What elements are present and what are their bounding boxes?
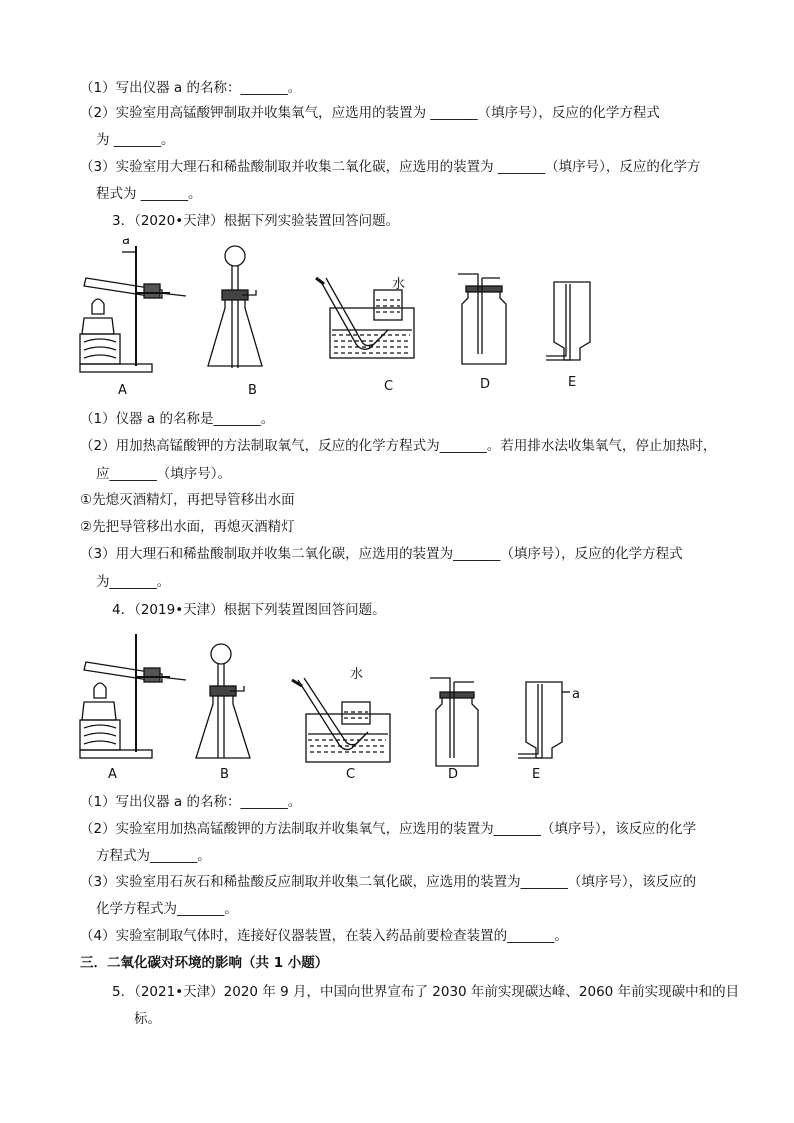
q3-label-water: 水 [392, 277, 406, 292]
q4-title: 4．（2019•天津）根据下列装置图回答问题。 [112, 602, 386, 618]
q4-part3-cont: 化学方程式为_______。 [96, 901, 238, 917]
q3-option1: ①先熄灭酒精灯，再把导管移出水面 [80, 492, 295, 508]
q4-part1: （1）写出仪器 a 的名称：_______。 [80, 794, 302, 810]
q2-part1: （1）写出仪器 a 的名称：_______。 [80, 80, 302, 96]
q4-label-a: a [572, 687, 580, 702]
q2-part3: （3）实验室用大理石和稀盐酸制取并收集二氧化碳，应选用的装置为 _______（填序号），反应的化学方 [80, 159, 701, 175]
q3-title: 3．（2020•天津）根据下列实验装置回答问题。 [112, 213, 400, 229]
section-heading: 三．二氧化碳对环境的影响（共 1 小题） [80, 955, 329, 971]
q2-part2: （2）实验室用高锰酸钾制取并收集氧气，应选用的装置为 _______（填序号），反应的化学方程式 [80, 105, 660, 121]
q3-label-a: a [122, 238, 130, 248]
q2-part3-cont: 程式为 _______。 [96, 186, 202, 202]
q3-option2: ②先把导管移出水面，再熄灭酒精灯 [80, 519, 295, 535]
q3-label-D: D [480, 377, 491, 392]
q4-part2-cont: 方程式为_______。 [96, 848, 211, 864]
q3-label-C: C [384, 379, 394, 394]
q4-label-B: B [220, 767, 229, 782]
q4-part3: （3）实验室用石灰石和稀盐酸反应制取并收集二氧化碳，应选用的装置为_______（填序号），该反应的 [80, 874, 697, 890]
q3-label-B: B [248, 383, 257, 398]
q3-apparatus-figure [70, 238, 630, 398]
q3-part3: （3）用大理石和稀盐酸制取并收集二氧化碳，应选用的装置为_______（填序号），反应的化学方程式 [80, 546, 683, 562]
q5-line1: 5．（2021•天津）2020 年 9 月，中国向世界宣布了 2030 年前实现碳达峰、2060 年前实现碳中和的目 [112, 984, 740, 1000]
q3-part2-cont: 应_______（填序号）。 [96, 466, 231, 482]
q4-label-water: 水 [350, 667, 364, 682]
q3-label-E: E [568, 375, 577, 390]
q5-line2: 标。 [134, 1011, 161, 1027]
q4-apparatus-figure [70, 630, 630, 785]
q4-label-A: A [108, 767, 117, 782]
q4-part2: （2）实验室用加热高锰酸钾的方法制取并收集氧气，应选用的装置为_______（填序号），该反应的化学 [80, 821, 697, 837]
q4-label-C: C [346, 767, 356, 782]
q2-part2-cont: 为 _______。 [96, 132, 175, 148]
q3-part1: （1）仪器 a 的名称是_______。 [80, 411, 275, 427]
q3-label-A: A [118, 383, 127, 398]
q3-part3-cont: 为_______。 [96, 574, 171, 590]
q4-label-D: D [448, 767, 459, 782]
q3-part2: （2）用加热高锰酸钾的方法制取氧气，反应的化学方程式为_______。若用排水法收集氧气，停止加热时， [80, 438, 717, 454]
q4-part4: （4）实验室制取气体时，连接好仪器装置，在装入药品前要检查装置的_______。 [80, 928, 568, 944]
q4-label-E: E [532, 767, 541, 782]
